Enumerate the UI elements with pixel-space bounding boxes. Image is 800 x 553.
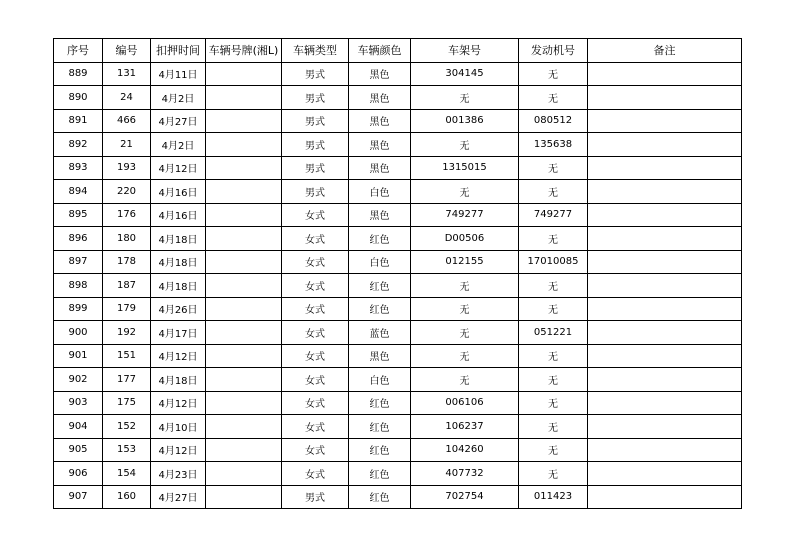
cell-frame-number: 无: [411, 321, 519, 345]
cell-vehicle-color: 黑色: [349, 203, 411, 227]
cell-number: 180: [103, 227, 151, 251]
cell-engine-number: 无: [519, 297, 588, 321]
cell-plate: [206, 321, 282, 345]
cell-frame-number: 无: [411, 297, 519, 321]
cell-seize-date: 4月12日: [151, 391, 206, 415]
cell-plate: [206, 485, 282, 509]
header-serial: 序号: [54, 39, 103, 63]
header-vehicle-color: 车辆颜色: [349, 39, 411, 63]
cell-number: 220: [103, 180, 151, 204]
cell-serial: 896: [54, 227, 103, 251]
cell-frame-number: 无: [411, 133, 519, 157]
cell-plate: [206, 415, 282, 439]
cell-plate: [206, 297, 282, 321]
cell-vehicle-type: 女式: [282, 203, 349, 227]
table-row: [54, 133, 742, 157]
cell-remarks: [588, 274, 742, 298]
header-seize-date: 扣押时间: [151, 39, 206, 63]
cell-vehicle-color: 黑色: [349, 109, 411, 133]
cell-vehicle-type: 女式: [282, 415, 349, 439]
cell-seize-date: 4月23日: [151, 462, 206, 486]
table-row: [54, 321, 742, 345]
cell-vehicle-color: 黑色: [349, 62, 411, 86]
cell-remarks: [588, 86, 742, 110]
header-engine-number: 发动机号: [519, 39, 588, 63]
cell-engine-number: 011423: [519, 485, 588, 509]
cell-number: 177: [103, 368, 151, 392]
cell-engine-number: 无: [519, 438, 588, 462]
cell-vehicle-color: 红色: [349, 297, 411, 321]
table-row: [54, 180, 742, 204]
cell-vehicle-color: 红色: [349, 438, 411, 462]
cell-remarks: [588, 297, 742, 321]
cell-seize-date: 4月26日: [151, 297, 206, 321]
cell-number: 151: [103, 344, 151, 368]
cell-frame-number: 104260: [411, 438, 519, 462]
cell-engine-number: 749277: [519, 203, 588, 227]
cell-number: 179: [103, 297, 151, 321]
cell-frame-number: 1315015: [411, 156, 519, 180]
table-row: [54, 344, 742, 368]
cell-vehicle-type: 女式: [282, 344, 349, 368]
cell-vehicle-color: 红色: [349, 485, 411, 509]
cell-serial: 905: [54, 438, 103, 462]
cell-frame-number: 无: [411, 274, 519, 298]
cell-plate: [206, 62, 282, 86]
cell-frame-number: D00506: [411, 227, 519, 251]
cell-seize-date: 4月17日: [151, 321, 206, 345]
cell-seize-date: 4月18日: [151, 250, 206, 274]
header-number: 编号: [103, 39, 151, 63]
cell-seize-date: 4月2日: [151, 133, 206, 157]
cell-remarks: [588, 368, 742, 392]
cell-vehicle-type: 男式: [282, 86, 349, 110]
cell-vehicle-color: 红色: [349, 415, 411, 439]
cell-vehicle-type: 男式: [282, 133, 349, 157]
cell-remarks: [588, 415, 742, 439]
header-vehicle-type: 车辆类型: [282, 39, 349, 63]
cell-vehicle-color: 黑色: [349, 86, 411, 110]
cell-serial: 899: [54, 297, 103, 321]
cell-seize-date: 4月12日: [151, 344, 206, 368]
table-row: [54, 109, 742, 133]
cell-number: 152: [103, 415, 151, 439]
cell-plate: [206, 250, 282, 274]
cell-frame-number: 702754: [411, 485, 519, 509]
cell-vehicle-color: 白色: [349, 368, 411, 392]
cell-number: 466: [103, 109, 151, 133]
cell-engine-number: 无: [519, 368, 588, 392]
cell-engine-number: 无: [519, 274, 588, 298]
cell-vehicle-type: 女式: [282, 227, 349, 251]
cell-remarks: [588, 156, 742, 180]
cell-number: 160: [103, 485, 151, 509]
table-row: [54, 462, 742, 486]
cell-remarks: [588, 438, 742, 462]
cell-seize-date: 4月18日: [151, 368, 206, 392]
cell-vehicle-type: 女式: [282, 250, 349, 274]
cell-serial: 895: [54, 203, 103, 227]
cell-number: 175: [103, 391, 151, 415]
cell-remarks: [588, 62, 742, 86]
cell-seize-date: 4月12日: [151, 156, 206, 180]
cell-number: 24: [103, 86, 151, 110]
cell-serial: 907: [54, 485, 103, 509]
cell-serial: 890: [54, 86, 103, 110]
cell-vehicle-color: 黑色: [349, 156, 411, 180]
cell-plate: [206, 86, 282, 110]
cell-vehicle-color: 红色: [349, 274, 411, 298]
vehicle-register-table: [53, 38, 742, 509]
cell-remarks: [588, 344, 742, 368]
cell-engine-number: 无: [519, 344, 588, 368]
cell-engine-number: 无: [519, 462, 588, 486]
cell-vehicle-type: 男式: [282, 180, 349, 204]
table-row: [54, 274, 742, 298]
cell-plate: [206, 274, 282, 298]
cell-remarks: [588, 109, 742, 133]
cell-serial: 901: [54, 344, 103, 368]
cell-plate: [206, 462, 282, 486]
cell-frame-number: 304145: [411, 62, 519, 86]
cell-vehicle-type: 男式: [282, 109, 349, 133]
cell-engine-number: 无: [519, 156, 588, 180]
cell-plate: [206, 109, 282, 133]
cell-remarks: [588, 391, 742, 415]
cell-plate: [206, 438, 282, 462]
table-row: [54, 250, 742, 274]
cell-engine-number: 无: [519, 415, 588, 439]
table-row: [54, 368, 742, 392]
cell-seize-date: 4月10日: [151, 415, 206, 439]
cell-vehicle-color: 白色: [349, 250, 411, 274]
cell-vehicle-color: 黑色: [349, 133, 411, 157]
cell-engine-number: 无: [519, 227, 588, 251]
cell-remarks: [588, 227, 742, 251]
cell-vehicle-type: 女式: [282, 368, 349, 392]
cell-serial: 897: [54, 250, 103, 274]
cell-plate: [206, 133, 282, 157]
cell-engine-number: 135638: [519, 133, 588, 157]
cell-seize-date: 4月2日: [151, 86, 206, 110]
header-remarks: 备注: [588, 39, 742, 63]
cell-seize-date: 4月18日: [151, 274, 206, 298]
cell-seize-date: 4月16日: [151, 203, 206, 227]
cell-plate: [206, 203, 282, 227]
cell-vehicle-color: 蓝色: [349, 321, 411, 345]
table-body: [54, 62, 742, 509]
cell-seize-date: 4月11日: [151, 62, 206, 86]
cell-number: 187: [103, 274, 151, 298]
cell-engine-number: 17010085: [519, 250, 588, 274]
cell-frame-number: 无: [411, 368, 519, 392]
cell-plate: [206, 156, 282, 180]
cell-seize-date: 4月18日: [151, 227, 206, 251]
cell-number: 153: [103, 438, 151, 462]
header-frame-number: 车架号: [411, 39, 519, 63]
cell-serial: 891: [54, 109, 103, 133]
cell-remarks: [588, 462, 742, 486]
cell-plate: [206, 344, 282, 368]
cell-vehicle-type: 女式: [282, 274, 349, 298]
cell-vehicle-type: 男式: [282, 485, 349, 509]
cell-serial: 889: [54, 62, 103, 86]
cell-serial: 894: [54, 180, 103, 204]
cell-vehicle-color: 红色: [349, 227, 411, 251]
cell-frame-number: 无: [411, 86, 519, 110]
table-row: [54, 86, 742, 110]
table-row: [54, 297, 742, 321]
cell-engine-number: 051221: [519, 321, 588, 345]
cell-serial: 906: [54, 462, 103, 486]
table-row: [54, 485, 742, 509]
cell-remarks: [588, 485, 742, 509]
cell-remarks: [588, 203, 742, 227]
cell-vehicle-type: 男式: [282, 62, 349, 86]
cell-plate: [206, 227, 282, 251]
cell-serial: 904: [54, 415, 103, 439]
cell-number: 178: [103, 250, 151, 274]
cell-vehicle-color: 白色: [349, 180, 411, 204]
table-row: [54, 438, 742, 462]
cell-vehicle-type: 女式: [282, 321, 349, 345]
cell-vehicle-type: 女式: [282, 438, 349, 462]
table-row: [54, 391, 742, 415]
cell-vehicle-color: 红色: [349, 391, 411, 415]
cell-frame-number: 407732: [411, 462, 519, 486]
cell-engine-number: 无: [519, 180, 588, 204]
cell-seize-date: 4月27日: [151, 109, 206, 133]
cell-remarks: [588, 321, 742, 345]
cell-serial: 898: [54, 274, 103, 298]
table-row: [54, 227, 742, 251]
cell-remarks: [588, 180, 742, 204]
cell-remarks: [588, 250, 742, 274]
cell-frame-number: 012155: [411, 250, 519, 274]
cell-frame-number: 749277: [411, 203, 519, 227]
cell-serial: 900: [54, 321, 103, 345]
cell-frame-number: 006106: [411, 391, 519, 415]
cell-vehicle-color: 红色: [349, 462, 411, 486]
table-row: [54, 415, 742, 439]
cell-serial: 892: [54, 133, 103, 157]
cell-vehicle-type: 女式: [282, 391, 349, 415]
cell-frame-number: 无: [411, 344, 519, 368]
cell-engine-number: 无: [519, 62, 588, 86]
cell-plate: [206, 368, 282, 392]
header-plate: 车辆号牌(湘L): [206, 39, 282, 63]
cell-vehicle-type: 男式: [282, 156, 349, 180]
table-row: [54, 156, 742, 180]
cell-frame-number: 106237: [411, 415, 519, 439]
cell-frame-number: 无: [411, 180, 519, 204]
cell-number: 176: [103, 203, 151, 227]
cell-number: 192: [103, 321, 151, 345]
cell-engine-number: 无: [519, 86, 588, 110]
cell-vehicle-type: 女式: [282, 462, 349, 486]
cell-number: 131: [103, 62, 151, 86]
cell-engine-number: 080512: [519, 109, 588, 133]
cell-vehicle-type: 女式: [282, 297, 349, 321]
cell-serial: 902: [54, 368, 103, 392]
cell-seize-date: 4月12日: [151, 438, 206, 462]
cell-vehicle-color: 黑色: [349, 344, 411, 368]
cell-remarks: [588, 133, 742, 157]
table-row: [54, 203, 742, 227]
cell-seize-date: 4月16日: [151, 180, 206, 204]
table-row: [54, 62, 742, 86]
header-row: [54, 39, 742, 63]
cell-plate: [206, 180, 282, 204]
cell-plate: [206, 391, 282, 415]
cell-frame-number: 001386: [411, 109, 519, 133]
cell-engine-number: 无: [519, 391, 588, 415]
cell-serial: 903: [54, 391, 103, 415]
cell-seize-date: 4月27日: [151, 485, 206, 509]
cell-number: 193: [103, 156, 151, 180]
cell-number: 21: [103, 133, 151, 157]
cell-serial: 893: [54, 156, 103, 180]
cell-number: 154: [103, 462, 151, 486]
